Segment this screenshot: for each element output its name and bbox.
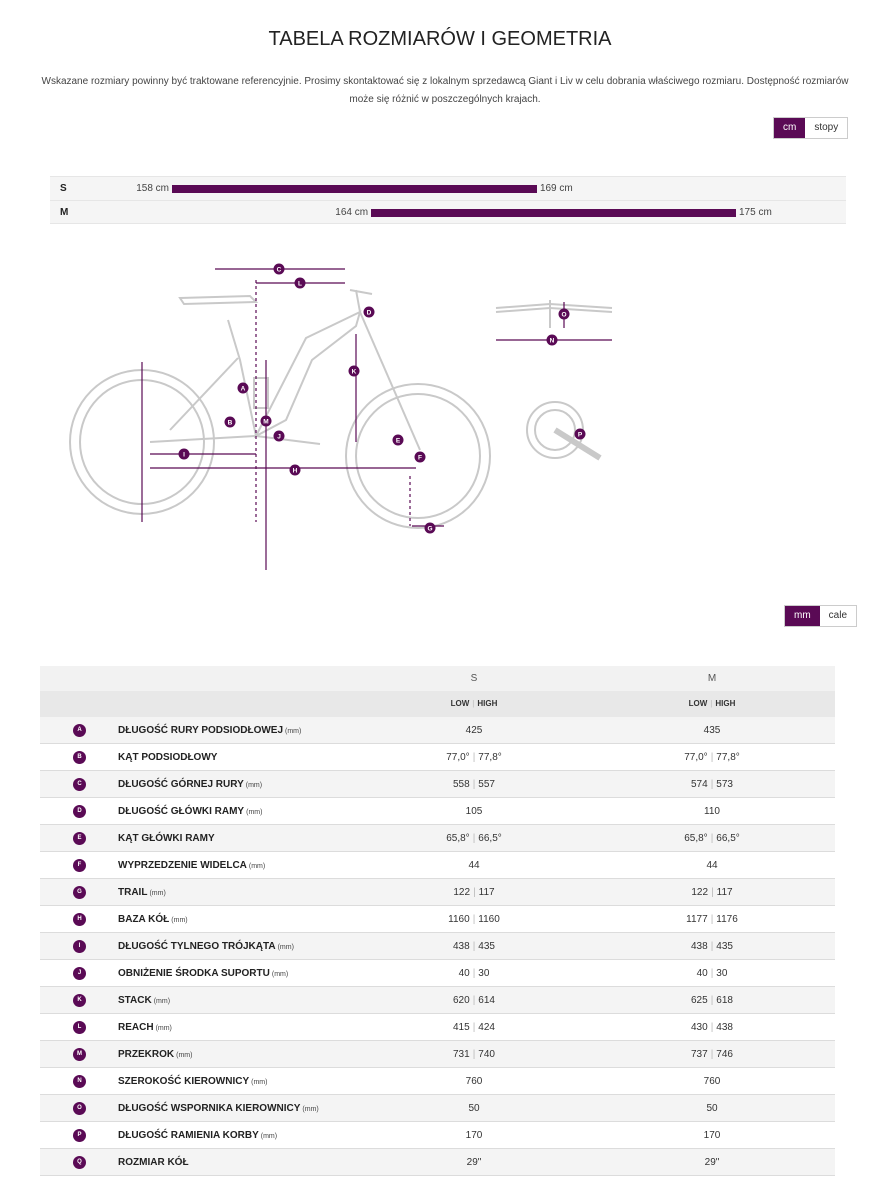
geometry-table	[40, 666, 835, 1176]
row-key-badge: G	[73, 886, 86, 899]
rider-size-row	[50, 176, 846, 200]
geometry-table-body	[40, 717, 835, 1176]
value-size-s: 105	[465, 806, 483, 817]
diagram-letter: O	[561, 311, 567, 319]
max-height: 175 cm	[739, 207, 772, 218]
value-size-m: 435	[703, 725, 721, 736]
table-row	[40, 744, 835, 771]
row-label: SZEROKOŚĆ KIEROWNICY (mm)	[118, 1076, 268, 1087]
value-size-m: 29"	[704, 1157, 720, 1168]
row-label: KĄT GŁÓWKI RAMY	[118, 833, 215, 844]
table-row	[40, 1068, 835, 1095]
value-size-m: 625 | 618	[691, 995, 733, 1006]
table-row	[40, 1041, 835, 1068]
value-size-s: 29"	[466, 1157, 482, 1168]
value-size-s: 77,0° | 77,8°	[446, 752, 502, 763]
diagram-letter: B	[227, 419, 233, 427]
value-size-m: 737 | 746	[691, 1049, 733, 1060]
value-size-m: 574 | 573	[691, 779, 733, 790]
row-label: REACH (mm)	[118, 1022, 172, 1033]
row-key-badge: F	[73, 859, 86, 872]
row-key-badge: O	[73, 1102, 86, 1115]
table-row	[40, 825, 835, 852]
row-label: DŁUGOŚĆ WSPORNIKA KIEROWNICY (mm)	[118, 1103, 319, 1114]
diagram-letter: C	[276, 266, 282, 274]
low-high-s: LOW | HIGH	[450, 699, 498, 708]
diagram-letter: L	[298, 280, 302, 288]
geometry-table-header	[40, 666, 835, 691]
row-label: ROZMIAR KÓŁ	[118, 1157, 189, 1168]
value-size-s: 438 | 435	[453, 941, 495, 952]
row-label: WYPRZEDZENIE WIDELCA (mm)	[118, 860, 266, 871]
value-size-m: 40 | 30	[696, 968, 728, 979]
value-size-s: 50	[468, 1103, 480, 1114]
value-size-s: 65,8° | 66,5°	[446, 833, 502, 844]
diagram-letter: I	[183, 451, 185, 459]
row-label: DŁUGOŚĆ GÓRNEJ RURY (mm)	[118, 779, 263, 790]
row-label: OBNIŻENIE ŚRODKA SUPORTU (mm)	[118, 968, 289, 979]
column-size-s: S	[470, 673, 478, 684]
row-key-badge: K	[73, 994, 86, 1007]
value-size-s: 558 | 557	[453, 779, 495, 790]
low-high-m: LOW | HIGH	[688, 699, 736, 708]
min-height: 158 cm	[136, 183, 169, 194]
height-range-bar	[172, 185, 537, 193]
min-height: 164 cm	[335, 207, 369, 218]
row-key-badge: Q	[73, 1156, 86, 1169]
max-height: 169 cm	[539, 183, 573, 194]
row-label: DŁUGOŚĆ RURY PODSIODŁOWEJ (mm)	[118, 725, 302, 736]
value-size-s: 170	[465, 1130, 483, 1141]
table-row	[40, 798, 835, 825]
diagram-letter: A	[240, 385, 246, 393]
value-size-m: 44	[706, 860, 718, 871]
diagram-letter: F	[418, 454, 422, 462]
table-row	[40, 771, 835, 798]
row-label: TRAIL (mm)	[118, 887, 166, 898]
value-size-m: 122 | 117	[691, 887, 733, 898]
row-label: KĄT PODSIODŁOWY	[118, 752, 218, 763]
table-row	[40, 1095, 835, 1122]
row-key-badge: A	[73, 724, 86, 737]
value-size-m: 110	[704, 806, 720, 817]
row-key-badge: C	[73, 778, 86, 791]
table-row	[40, 987, 835, 1014]
value-size-s: 620 | 614	[453, 995, 495, 1006]
table-row	[40, 906, 835, 933]
diagram-letter: G	[427, 525, 433, 533]
diagram-letter: E	[395, 437, 401, 445]
row-key-badge: H	[73, 913, 86, 926]
diagram-letter: D	[366, 309, 372, 317]
size-label: M	[60, 207, 69, 218]
value-size-m: 77,0° | 77,8°	[684, 752, 740, 763]
row-key-badge: N	[73, 1075, 86, 1088]
table-row	[40, 960, 835, 987]
value-size-m: 430 | 438	[691, 1022, 733, 1033]
unit-mm-button[interactable]: mm	[785, 606, 820, 626]
value-size-s: 1160 | 1160	[448, 914, 500, 925]
value-size-m: 50	[706, 1103, 718, 1114]
value-size-s: 425	[465, 725, 483, 736]
row-label: BAZA KÓŁ (mm)	[118, 914, 188, 925]
row-key-badge: J	[73, 967, 86, 980]
value-size-m: 1177 | 1176	[686, 914, 738, 925]
table-row	[40, 933, 835, 960]
value-size-m: 65,8° | 66,5°	[684, 833, 740, 844]
row-label: PRZEKROK (mm)	[118, 1049, 193, 1060]
row-key-badge: E	[73, 832, 86, 845]
height-unit-toggle	[773, 117, 848, 139]
geometry-unit-toggle	[784, 605, 857, 627]
intro-text: Wskazane rozmiary powinny być traktowane referencyjnie. Prosimy skontaktować się z lokalnym sprzedawcą Giant i Liv w celu dobrania właściwego rozmiaru. Dostępność rozmiarów może się różnić w poszczególnych krajach.	[41, 76, 849, 105]
value-size-s: 731 | 740	[453, 1049, 495, 1060]
value-size-m: 760	[703, 1076, 721, 1087]
rider-size-row	[50, 200, 846, 224]
diagram-letter: H	[292, 467, 298, 475]
value-size-s: 122 | 117	[453, 887, 495, 898]
size-label: S	[60, 183, 67, 194]
table-row	[40, 879, 835, 906]
rider-size-chart	[50, 176, 846, 224]
row-label: DŁUGOŚĆ GŁÓWKI RAMY (mm)	[118, 806, 263, 817]
row-key-badge: P	[73, 1129, 86, 1142]
page-title: TABELA ROZMIARÓW I GEOMETRIA	[268, 28, 612, 50]
row-label: STACK (mm)	[118, 995, 171, 1006]
table-row	[40, 1014, 835, 1041]
diagram-letter: M	[263, 418, 269, 426]
value-size-s: 44	[468, 860, 480, 871]
value-size-s: 415 | 424	[453, 1022, 495, 1033]
row-key-badge: L	[73, 1021, 86, 1034]
value-size-s: 40 | 30	[458, 968, 490, 979]
diagram-letter: P	[577, 431, 583, 439]
diagram-letter: N	[549, 337, 555, 345]
geometry-table-subheader	[40, 691, 835, 717]
diagram-letter: J	[277, 433, 281, 441]
row-key-badge: B	[73, 751, 86, 764]
row-label: DŁUGOŚĆ RAMIENIA KORBY (mm)	[118, 1130, 278, 1141]
table-row	[40, 1122, 835, 1149]
row-label: DŁUGOŚĆ TYLNEGO TRÓJKĄTA (mm)	[118, 941, 294, 952]
table-row	[40, 852, 835, 879]
value-size-m: 170	[703, 1130, 721, 1141]
height-range-bar	[371, 209, 736, 217]
row-key-badge: D	[73, 805, 86, 818]
geometry-diagram	[60, 250, 660, 570]
unit-feet-button[interactable]: stopy	[805, 118, 847, 138]
value-size-s: 760	[465, 1076, 483, 1087]
unit-inch-button[interactable]: cale	[820, 606, 856, 626]
table-row	[40, 717, 835, 744]
unit-cm-button[interactable]: cm	[774, 118, 805, 138]
column-size-m: M	[707, 673, 717, 684]
row-key-badge: I	[73, 940, 86, 953]
diagram-letter: K	[351, 368, 357, 376]
table-row	[40, 1149, 835, 1176]
row-key-badge: M	[73, 1048, 86, 1061]
value-size-m: 438 | 435	[691, 941, 733, 952]
